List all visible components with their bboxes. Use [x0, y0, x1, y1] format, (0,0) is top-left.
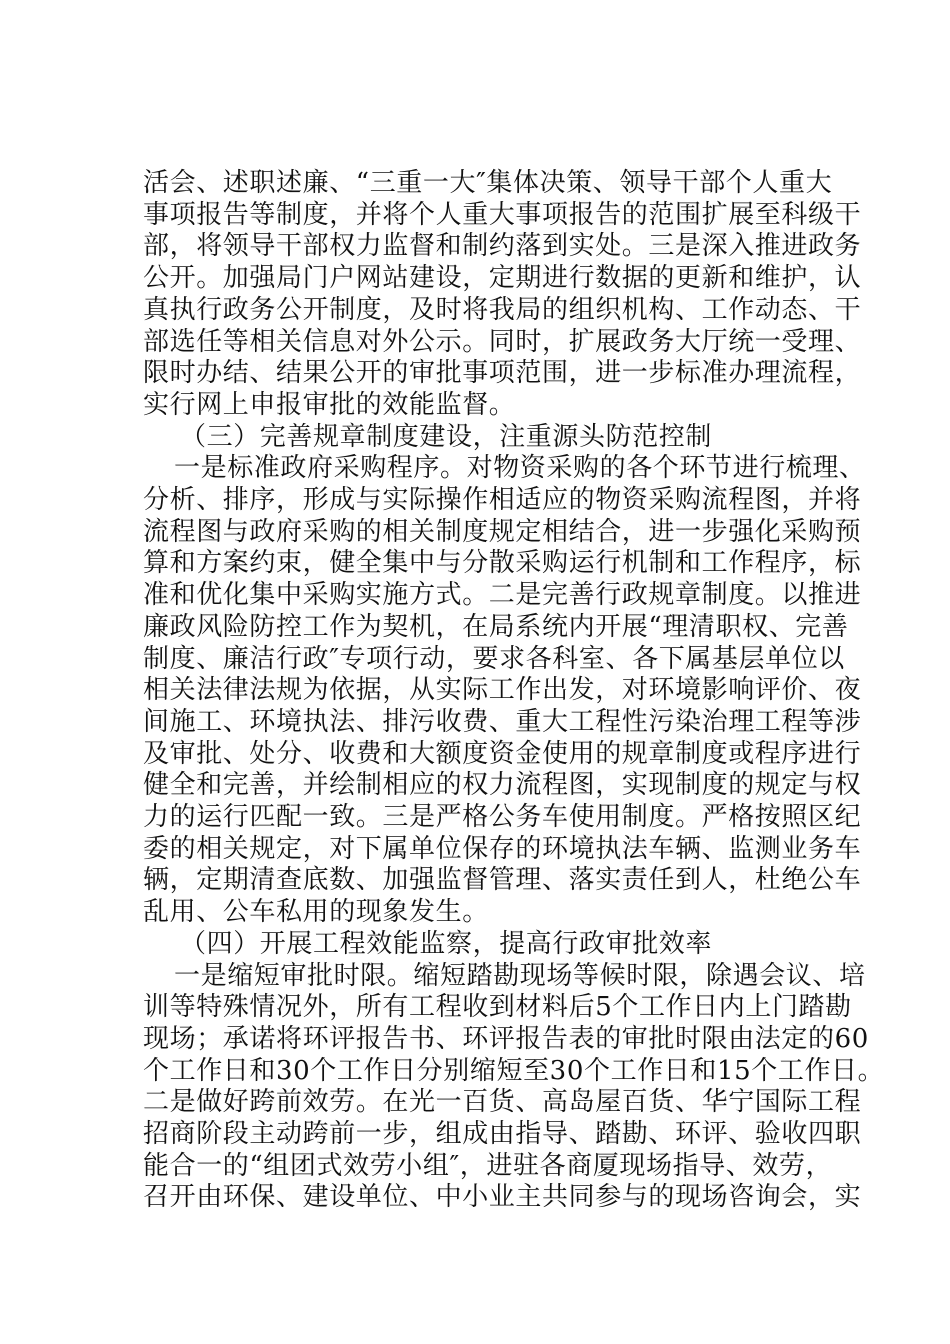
text-line: 活会、述职述廉、“三重一大″集体决策、领导干部个人重大 [143, 168, 833, 198]
text-line: 部选任等相关信息对外公示。同时，扩展政务大厅统一受理、 [143, 326, 862, 357]
text-line: 制度、廉洁行政″专项行动，要求各科室、各下属基层单位以 [143, 643, 845, 674]
text-line: 委的相关规定，对下属单位保存的环境执法车辆、监测业务车 [143, 833, 862, 864]
text-line: 算和方案约束，健全集中与分散采购运行机制和工作程序，标 [143, 548, 862, 579]
text-line: 乱用、公车私用的现象发生。 [143, 897, 489, 928]
text-line: 公开。加强局门户网站建设，定期进行数据的更新和维护，认 [143, 263, 862, 294]
text-line: 召开由环保、建设单位、中小业主共同参与的现场咨询会，实 [143, 1182, 862, 1213]
text-line: 一是标准政府采购程序。对物资采购的各个环节进行梳理、 [174, 453, 866, 484]
text-line: 辆，定期清查底数、加强监督管理、落实责任到人，杜绝公车 [143, 865, 862, 896]
text-line: 廉政风险防控工作为契机，在局系统内开展“理清职权、完善 [143, 611, 849, 642]
text-line: 训等特殊情况外，所有工程收到材料后5个工作日内上门踏勘 [143, 992, 852, 1023]
text-line: 限时办结、结果公开的审批事项范围，进一步标准办理流程， [143, 358, 862, 389]
text-line: 能合一的“组团式效劳小组″，进驻各商厦现场指导、效劳， [143, 1150, 833, 1181]
text-line: 流程图与政府采购的相关制度规定相结合，进一步强化采购预 [143, 516, 862, 547]
section-heading: （三）完善规章制度建设，注重源头防范控制 [180, 421, 713, 452]
text-line: 招商阶段主动跨前一步，组成由指导、踏勘、环评、验收四职 [143, 1119, 862, 1149]
text-line: 健全和完善，并绘制相应的权力流程图，实现制度的规定与权 [143, 770, 862, 801]
text-line: 准和优化集中采购实施方式。二是完善行政规章制度。以推进 [143, 580, 862, 611]
text-line: 相关法律法规为依据，从实际工作出发，对环境影响评价、夜 [143, 675, 862, 706]
text-line: 分析、排序，形成与实际操作相适应的物资采购流程图，并将 [143, 485, 862, 515]
text-line: 力的运行匹配一致。三是严格公务车使用制度。严格按照区纪 [143, 802, 862, 832]
text-line: 二是做好跨前效劳。在光一百货、高岛屋百货、华宁国际工程 [143, 1087, 862, 1118]
section-heading: （四）开展工程效能监察，提高行政审批效率 [180, 928, 713, 959]
text-line: 间施工、环境执法、排污收费、重大工程性污染治理工程等涉 [143, 706, 862, 737]
text-line: 真执行政务公开制度，及时将我局的组织机构、工作动态、干 [143, 294, 862, 325]
text-line: 事项报告等制度，并将个人重大事项报告的范围扩展至科级干 [143, 199, 862, 230]
text-line: 一是缩短审批时限。缩短踏勘现场等候时限，除遇会议、培 [174, 960, 866, 991]
text-line: 及审批、处分、收费和大额度资金使用的规章制度或程序进行 [143, 738, 862, 769]
text-line: 部，将领导干部权力监督和制约落到实处。三是深入推进政务 [143, 231, 862, 262]
text-line: 实行网上申报审批的效能监督。 [143, 389, 516, 420]
text-line: 个工作日和30个工作日分别缩短至30个工作日和15个工作日。 [143, 1055, 885, 1086]
text-line: 现场；承诺将环评报告书、环评报告表的审批时限由法定的60 [143, 1023, 869, 1054]
